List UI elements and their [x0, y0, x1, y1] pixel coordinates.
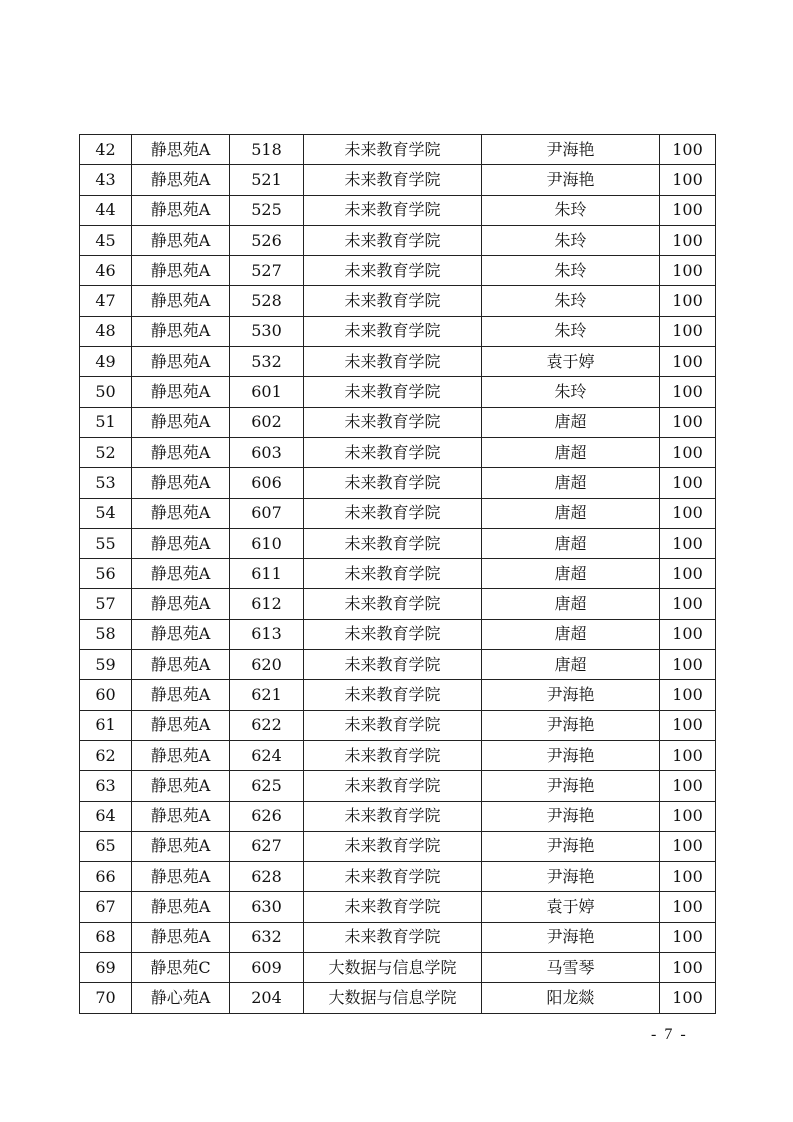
- room-number-cell: 525: [230, 195, 304, 225]
- college-cell: 未来教育学院: [304, 256, 482, 286]
- score-cell: 100: [660, 377, 716, 407]
- college-cell: 未来教育学院: [304, 407, 482, 437]
- college-cell: 未来教育学院: [304, 347, 482, 377]
- building-cell: 静思苑A: [132, 165, 230, 195]
- table-row: [80, 377, 716, 407]
- room-number-cell: 632: [230, 922, 304, 952]
- row-index-cell: 54: [80, 498, 132, 528]
- building-cell: 静思苑A: [132, 862, 230, 892]
- row-index-cell: 56: [80, 559, 132, 589]
- table-row: [80, 801, 716, 831]
- page-number: - 7 -: [651, 1026, 688, 1043]
- counselor-cell: 唐超: [482, 437, 660, 467]
- counselor-cell: 唐超: [482, 650, 660, 680]
- counselor-cell: 唐超: [482, 559, 660, 589]
- score-cell: 100: [660, 680, 716, 710]
- college-cell: 未来教育学院: [304, 528, 482, 558]
- college-cell: 未来教育学院: [304, 437, 482, 467]
- building-cell: 静思苑A: [132, 135, 230, 165]
- row-index-cell: 62: [80, 740, 132, 770]
- row-index-cell: 66: [80, 862, 132, 892]
- table-row: [80, 983, 716, 1013]
- room-number-cell: 610: [230, 528, 304, 558]
- row-index-cell: 60: [80, 680, 132, 710]
- building-cell: 静心苑A: [132, 983, 230, 1013]
- room-number-cell: 602: [230, 407, 304, 437]
- score-cell: 100: [660, 316, 716, 346]
- counselor-cell: 尹海艳: [482, 801, 660, 831]
- room-number-cell: 528: [230, 286, 304, 316]
- row-index-cell: 51: [80, 407, 132, 437]
- college-cell: 未来教育学院: [304, 135, 482, 165]
- college-cell: 未来教育学院: [304, 498, 482, 528]
- table-row: [80, 680, 716, 710]
- row-index-cell: 55: [80, 528, 132, 558]
- college-cell: 未来教育学院: [304, 316, 482, 346]
- score-cell: 100: [660, 650, 716, 680]
- table-row: [80, 892, 716, 922]
- college-cell: 未来教育学院: [304, 680, 482, 710]
- college-cell: 未来教育学院: [304, 619, 482, 649]
- college-cell: 未来教育学院: [304, 286, 482, 316]
- score-cell: 100: [660, 468, 716, 498]
- building-cell: 静思苑A: [132, 528, 230, 558]
- row-index-cell: 46: [80, 256, 132, 286]
- table-row: [80, 589, 716, 619]
- college-cell: 未来教育学院: [304, 892, 482, 922]
- score-cell: 100: [660, 892, 716, 922]
- room-number-cell: 612: [230, 589, 304, 619]
- score-cell: 100: [660, 953, 716, 983]
- row-index-cell: 64: [80, 801, 132, 831]
- row-index-cell: 63: [80, 771, 132, 801]
- table-row: [80, 771, 716, 801]
- building-cell: 静思苑A: [132, 710, 230, 740]
- room-number-cell: 518: [230, 135, 304, 165]
- building-cell: 静思苑A: [132, 468, 230, 498]
- table-row: [80, 316, 716, 346]
- building-cell: 静思苑A: [132, 347, 230, 377]
- score-cell: 100: [660, 407, 716, 437]
- college-cell: 未来教育学院: [304, 862, 482, 892]
- room-number-cell: 607: [230, 498, 304, 528]
- score-cell: 100: [660, 983, 716, 1013]
- building-cell: 静思苑C: [132, 953, 230, 983]
- table-row: [80, 347, 716, 377]
- row-index-cell: 50: [80, 377, 132, 407]
- row-index-cell: 57: [80, 589, 132, 619]
- row-index-cell: 59: [80, 650, 132, 680]
- building-cell: 静思苑A: [132, 316, 230, 346]
- row-index-cell: 52: [80, 437, 132, 467]
- room-number-cell: 526: [230, 225, 304, 255]
- room-number-cell: 530: [230, 316, 304, 346]
- score-cell: 100: [660, 195, 716, 225]
- score-cell: 100: [660, 831, 716, 861]
- counselor-cell: 袁于婷: [482, 892, 660, 922]
- college-cell: 未来教育学院: [304, 589, 482, 619]
- building-cell: 静思苑A: [132, 892, 230, 922]
- row-index-cell: 70: [80, 983, 132, 1013]
- room-number-cell: 609: [230, 953, 304, 983]
- counselor-cell: 尹海艳: [482, 135, 660, 165]
- building-cell: 静思苑A: [132, 589, 230, 619]
- row-index-cell: 42: [80, 135, 132, 165]
- counselor-cell: 尹海艳: [482, 165, 660, 195]
- table-row: [80, 619, 716, 649]
- building-cell: 静思苑A: [132, 740, 230, 770]
- counselor-cell: 尹海艳: [482, 680, 660, 710]
- row-index-cell: 53: [80, 468, 132, 498]
- building-cell: 静思苑A: [132, 801, 230, 831]
- table-row: [80, 498, 716, 528]
- score-cell: 100: [660, 710, 716, 740]
- row-index-cell: 68: [80, 922, 132, 952]
- college-cell: 未来教育学院: [304, 468, 482, 498]
- building-cell: 静思苑A: [132, 437, 230, 467]
- table-row: [80, 922, 716, 952]
- room-number-cell: 601: [230, 377, 304, 407]
- counselor-cell: 唐超: [482, 589, 660, 619]
- score-cell: 100: [660, 589, 716, 619]
- college-cell: 未来教育学院: [304, 710, 482, 740]
- room-number-cell: 603: [230, 437, 304, 467]
- counselor-cell: 尹海艳: [482, 740, 660, 770]
- table-row: [80, 225, 716, 255]
- counselor-cell: 尹海艳: [482, 771, 660, 801]
- building-cell: 静思苑A: [132, 256, 230, 286]
- score-cell: 100: [660, 165, 716, 195]
- row-index-cell: 65: [80, 831, 132, 861]
- counselor-cell: 朱玲: [482, 377, 660, 407]
- room-number-cell: 606: [230, 468, 304, 498]
- score-cell: 100: [660, 771, 716, 801]
- room-number-cell: 620: [230, 650, 304, 680]
- room-number-cell: 611: [230, 559, 304, 589]
- table-row: [80, 135, 716, 165]
- room-number-cell: 521: [230, 165, 304, 195]
- counselor-cell: 朱玲: [482, 316, 660, 346]
- score-cell: 100: [660, 922, 716, 952]
- table-row: [80, 528, 716, 558]
- row-index-cell: 43: [80, 165, 132, 195]
- counselor-cell: 唐超: [482, 498, 660, 528]
- room-number-cell: 626: [230, 801, 304, 831]
- score-cell: 100: [660, 801, 716, 831]
- counselor-cell: 尹海艳: [482, 710, 660, 740]
- counselor-cell: 唐超: [482, 528, 660, 558]
- row-index-cell: 44: [80, 195, 132, 225]
- row-index-cell: 49: [80, 347, 132, 377]
- college-cell: 未来教育学院: [304, 650, 482, 680]
- counselor-cell: 尹海艳: [482, 831, 660, 861]
- table-row: [80, 559, 716, 589]
- counselor-cell: 唐超: [482, 468, 660, 498]
- score-cell: 100: [660, 256, 716, 286]
- college-cell: 未来教育学院: [304, 831, 482, 861]
- college-cell: 大数据与信息学院: [304, 953, 482, 983]
- row-index-cell: 45: [80, 225, 132, 255]
- building-cell: 静思苑A: [132, 680, 230, 710]
- table-row: [80, 710, 716, 740]
- table-row: [80, 862, 716, 892]
- building-cell: 静思苑A: [132, 286, 230, 316]
- score-cell: 100: [660, 619, 716, 649]
- college-cell: 未来教育学院: [304, 165, 482, 195]
- counselor-cell: 唐超: [482, 407, 660, 437]
- row-index-cell: 47: [80, 286, 132, 316]
- counselor-cell: 尹海艳: [482, 862, 660, 892]
- score-cell: 100: [660, 528, 716, 558]
- score-cell: 100: [660, 347, 716, 377]
- college-cell: 未来教育学院: [304, 771, 482, 801]
- counselor-cell: 阳龙燚: [482, 983, 660, 1013]
- room-number-cell: 625: [230, 771, 304, 801]
- table-row: [80, 286, 716, 316]
- table-row: [80, 831, 716, 861]
- counselor-cell: 朱玲: [482, 195, 660, 225]
- building-cell: 静思苑A: [132, 559, 230, 589]
- row-index-cell: 61: [80, 710, 132, 740]
- room-number-cell: 621: [230, 680, 304, 710]
- score-cell: 100: [660, 740, 716, 770]
- building-cell: 静思苑A: [132, 498, 230, 528]
- building-cell: 静思苑A: [132, 225, 230, 255]
- room-number-cell: 204: [230, 983, 304, 1013]
- table-body: [80, 135, 716, 1014]
- table-row: [80, 650, 716, 680]
- table-row: [80, 165, 716, 195]
- room-number-cell: 532: [230, 347, 304, 377]
- college-cell: 未来教育学院: [304, 922, 482, 952]
- college-cell: 未来教育学院: [304, 740, 482, 770]
- college-cell: 未来教育学院: [304, 195, 482, 225]
- college-cell: 未来教育学院: [304, 559, 482, 589]
- counselor-cell: 唐超: [482, 619, 660, 649]
- table-row: [80, 468, 716, 498]
- building-cell: 静思苑A: [132, 650, 230, 680]
- row-index-cell: 67: [80, 892, 132, 922]
- room-number-cell: 628: [230, 862, 304, 892]
- room-number-cell: 624: [230, 740, 304, 770]
- room-number-cell: 630: [230, 892, 304, 922]
- building-cell: 静思苑A: [132, 831, 230, 861]
- college-cell: 未来教育学院: [304, 801, 482, 831]
- row-index-cell: 48: [80, 316, 132, 346]
- room-number-cell: 622: [230, 710, 304, 740]
- building-cell: 静思苑A: [132, 407, 230, 437]
- counselor-cell: 马雪琴: [482, 953, 660, 983]
- score-cell: 100: [660, 225, 716, 255]
- table-row: [80, 407, 716, 437]
- table-row: [80, 437, 716, 467]
- score-cell: 100: [660, 559, 716, 589]
- college-cell: 大数据与信息学院: [304, 983, 482, 1013]
- counselor-cell: 朱玲: [482, 286, 660, 316]
- score-cell: 100: [660, 437, 716, 467]
- room-number-cell: 613: [230, 619, 304, 649]
- college-cell: 未来教育学院: [304, 377, 482, 407]
- counselor-cell: 尹海艳: [482, 922, 660, 952]
- building-cell: 静思苑A: [132, 195, 230, 225]
- room-number-cell: 527: [230, 256, 304, 286]
- table-row: [80, 195, 716, 225]
- score-cell: 100: [660, 135, 716, 165]
- score-cell: 100: [660, 286, 716, 316]
- counselor-cell: 袁于婷: [482, 347, 660, 377]
- counselor-cell: 朱玲: [482, 225, 660, 255]
- dormitory-score-table: [79, 134, 716, 1014]
- building-cell: 静思苑A: [132, 922, 230, 952]
- table-row: [80, 256, 716, 286]
- building-cell: 静思苑A: [132, 377, 230, 407]
- table-row: [80, 953, 716, 983]
- score-cell: 100: [660, 862, 716, 892]
- college-cell: 未来教育学院: [304, 225, 482, 255]
- row-index-cell: 58: [80, 619, 132, 649]
- score-cell: 100: [660, 498, 716, 528]
- table-row: [80, 740, 716, 770]
- building-cell: 静思苑A: [132, 771, 230, 801]
- room-number-cell: 627: [230, 831, 304, 861]
- counselor-cell: 朱玲: [482, 256, 660, 286]
- building-cell: 静思苑A: [132, 619, 230, 649]
- row-index-cell: 69: [80, 953, 132, 983]
